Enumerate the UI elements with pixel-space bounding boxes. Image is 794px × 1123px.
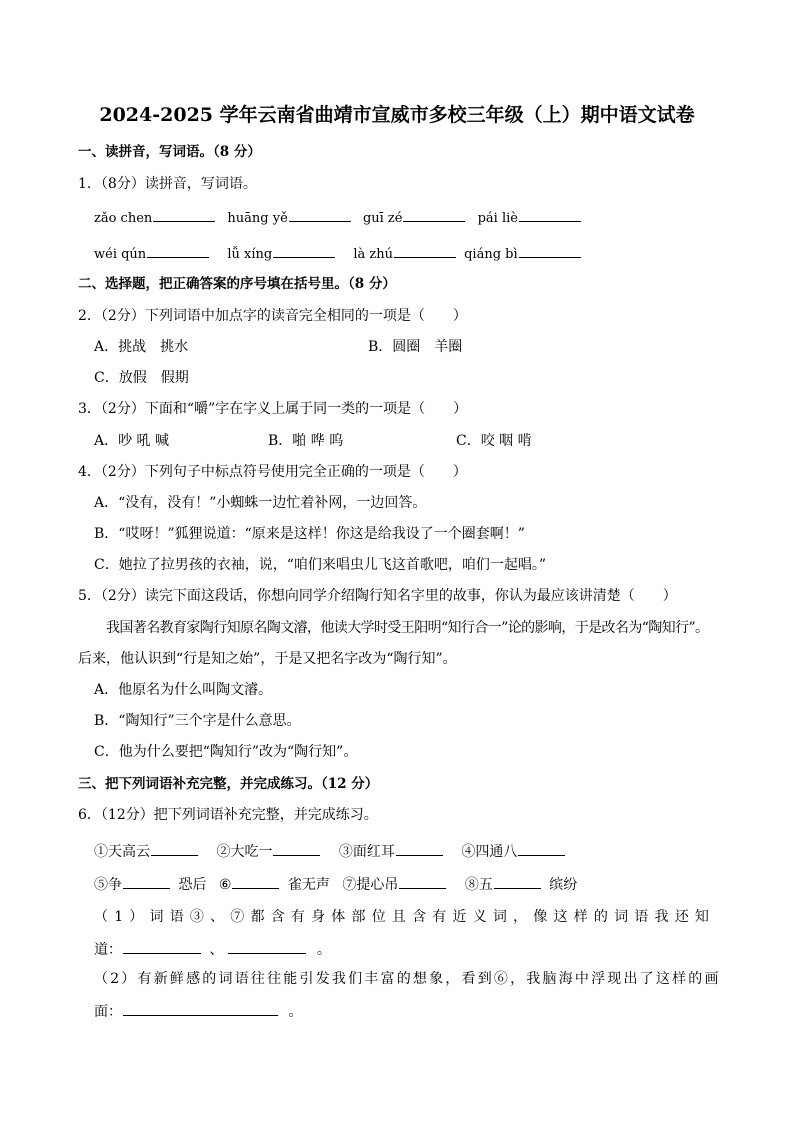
q4-stem: 4．（2分）下列句子中标点符号使用完全正确的一项是（ ） — [78, 464, 467, 480]
q1-stem: 1．（8分）读拼音，写词语。 — [78, 176, 257, 192]
q5-passage-line-2: 后来，他认识到“行是知之始”，于是又把名字改为“陶行知”。 — [78, 651, 457, 667]
q6-sub2-line-2 — [94, 1000, 302, 1022]
pinyin-item: guī zé — [362, 211, 403, 226]
idiom-item: ②大吃一 — [216, 844, 273, 860]
answer-blank[interactable] — [399, 873, 446, 889]
q1-pinyin-row-2 — [94, 242, 581, 265]
answer-blank[interactable] — [396, 840, 443, 856]
period: 。 — [288, 1004, 303, 1020]
separator: 、 — [209, 942, 224, 958]
q4-option-b[interactable]: B．“哎呀！”狐狸说道：“原来是这样！你这是给我设了一个圈套啊！” — [94, 526, 525, 542]
q4-option-a[interactable]: A．“没有，没有！”小蜘蛛一边忙着补网，一边回答。 — [94, 495, 427, 511]
q1-pinyin-row-1 — [94, 206, 581, 229]
pinyin-item: huāng yě — [227, 211, 288, 226]
q6-stem: 6．（12分）把下列词语补充完整，并完成练习。 — [78, 807, 378, 823]
answer-blank[interactable] — [228, 938, 306, 954]
answer-blank[interactable] — [123, 938, 201, 954]
period: 。 — [316, 942, 331, 958]
idiom-item: ⑤争 — [94, 877, 122, 893]
page-title: 2024-2025 学年云南省曲靖市宣威市多校三年级（上）期中语文试卷 — [99, 104, 695, 126]
q6-sub2-prefix: 面： — [94, 1004, 122, 1020]
q6-sub1-line-1: （1）词语③、⑦都含有身体部位且含有近义词，像这样的词语我还知 — [94, 909, 716, 925]
answer-blank[interactable] — [403, 206, 465, 222]
answer-blank[interactable] — [519, 242, 581, 258]
pinyin-item: zǎo chen — [94, 211, 153, 226]
idiom-item: ⑥ — [218, 877, 232, 893]
idiom-item: ⑧五 — [464, 877, 493, 893]
idiom-item: 雀无声 — [287, 877, 330, 893]
answer-blank[interactable] — [289, 206, 351, 222]
section-3-heading: 三、把下列词语补充完整，并完成练习。（12 分） — [78, 776, 379, 792]
q5-stem: 5．（2分）读完下面这段话，你想向同学介绍陶行知名字里的故事，你认为最应该讲清楚（ ） — [78, 588, 677, 604]
q5-option-a[interactable]: A．他原名为什么叫陶文濬。 — [94, 682, 273, 698]
section-2-heading: 二、选择题，把正确答案的序号填在括号里。（8 分） — [78, 276, 396, 292]
idiom-item: 缤纷 — [549, 877, 578, 893]
answer-blank[interactable] — [519, 206, 581, 222]
q6-sub1-prefix: 道： — [94, 942, 122, 958]
answer-blank[interactable] — [273, 840, 320, 856]
answer-blank[interactable] — [153, 206, 215, 222]
answer-blank[interactable] — [518, 840, 565, 856]
q5-option-c[interactable]: C．他为什么要把“陶知行”改为“陶行知”。 — [94, 744, 358, 760]
q4-option-c[interactable]: C．她拉了拉男孩的衣袖，说，“咱们来唱虫儿飞这首歌吧，咱们一起唱。” — [94, 557, 547, 573]
answer-blank[interactable] — [123, 1000, 278, 1016]
answer-blank[interactable] — [151, 840, 198, 856]
answer-blank[interactable] — [232, 873, 279, 889]
idiom-item: ④四通八 — [461, 844, 518, 860]
idiom-item: ③面红耳 — [338, 844, 395, 860]
idiom-item: ⑦提心吊 — [342, 877, 399, 893]
answer-blank[interactable] — [123, 873, 170, 889]
q2-stem: 2．（2分）下列词语中加点字的读音完全相同的一项是（ ） — [78, 308, 467, 324]
q6-word-row-2 — [94, 873, 577, 895]
pinyin-item: là zhú — [353, 247, 393, 262]
q5-passage-line-1: 我国著名教育家陶行知原名陶文濬，他读大学时受王阳明“知行合一”论的影响，于是改名为“陶知行”。 — [106, 620, 709, 636]
q3-option-a[interactable]: A．吵 吼 喊 — [94, 433, 170, 449]
answer-blank[interactable] — [147, 242, 209, 258]
pinyin-item: pái liè — [477, 211, 518, 226]
q6-sub1-line-2 — [94, 938, 331, 960]
idiom-item: ①天高云 — [94, 844, 150, 860]
q5-option-b[interactable]: B．“陶知行”三个字是什么意思。 — [94, 713, 301, 729]
q3-stem: 3．（2分）下面和“嚼”字在字义上属于同一类的一项是（ ） — [78, 401, 468, 417]
section-1-heading: 一、读拼音，写词语。（8 分） — [78, 144, 261, 160]
pinyin-item: qiáng bì — [464, 247, 518, 262]
q2-option-b[interactable]: B．圆圈 羊圈 — [368, 339, 463, 355]
idiom-item: 恐后 — [178, 877, 207, 893]
answer-blank[interactable] — [394, 242, 456, 258]
answer-blank[interactable] — [494, 873, 541, 889]
q6-sub2-line-1: （2）有新鲜感的词语往往能引发我们丰富的想象，看到⑥，我脑海中浮现出了这样的画 — [94, 971, 721, 987]
pinyin-item: lǚ xíng — [227, 247, 273, 262]
pinyin-item: wéi qún — [94, 247, 147, 262]
q3-option-b[interactable]: B．啪 哗 呜 — [268, 433, 344, 449]
answer-blank[interactable] — [273, 242, 335, 258]
q6-word-row-1 — [94, 840, 565, 862]
q2-option-c[interactable]: C．放假 假期 — [94, 370, 189, 386]
q2-option-a[interactable]: A．挑战 挑水 — [94, 339, 189, 355]
q3-option-c[interactable]: C．咬 咽 啃 — [456, 433, 532, 449]
